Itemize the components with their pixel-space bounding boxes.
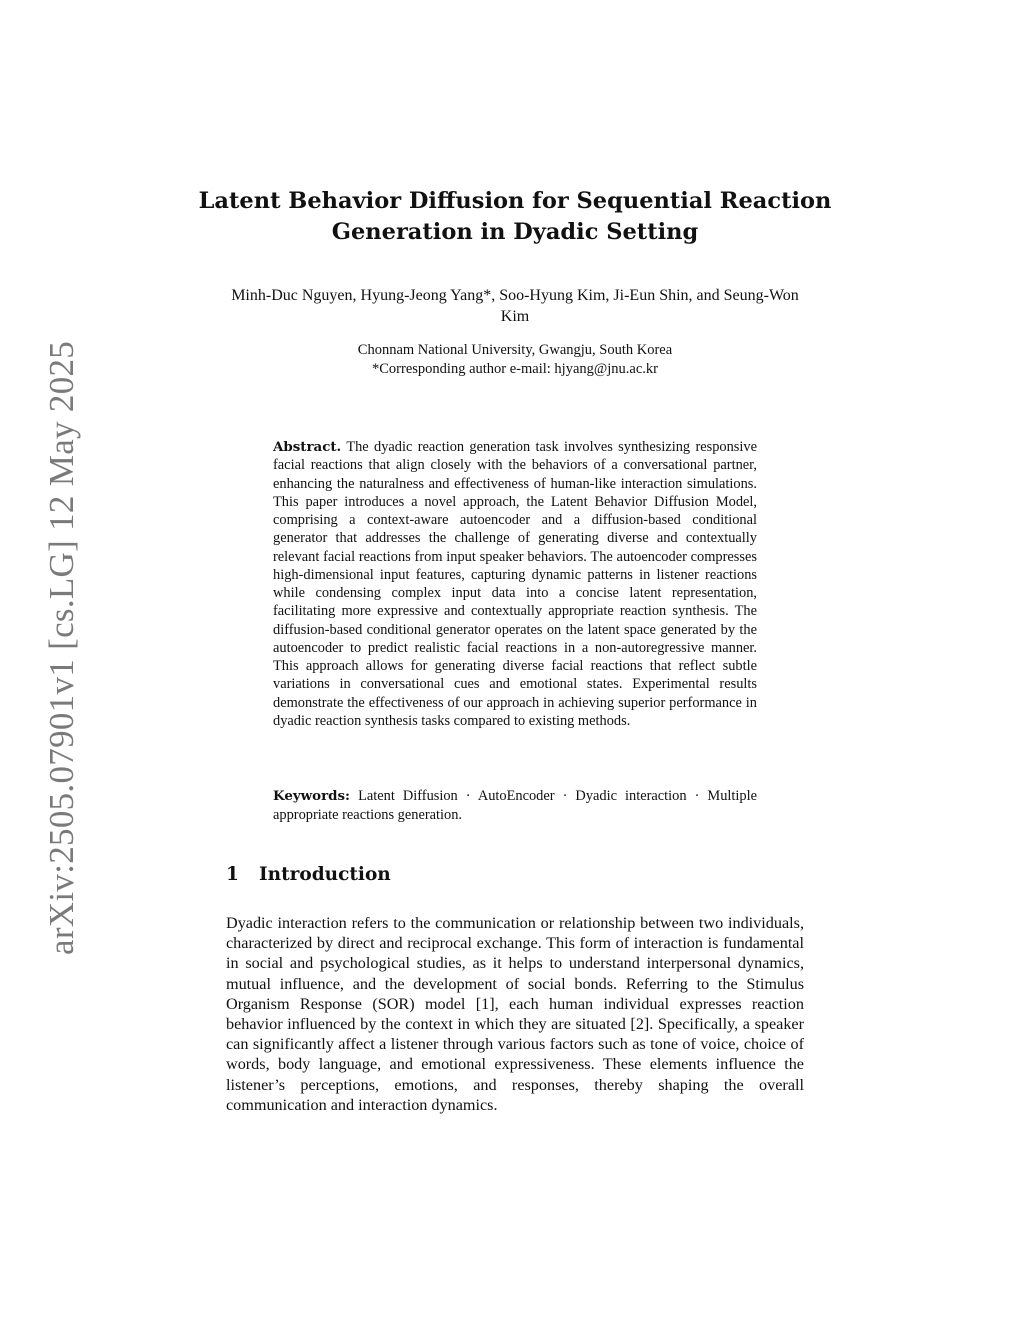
author-list: Minh-Duc Nguyen, Hyung-Jeong Yang*, Soo-Hyung Kim, Ji-Eun Shin, and Seung-Won Kim	[231, 287, 799, 325]
abstract	[273, 438, 757, 730]
arxiv-identifier-stamp[interactable]: arXiv:2505.07901v1 [cs.LG] 12 May 2025	[42, 340, 81, 955]
corresponding-author-email: *Corresponding author e-mail: hjyang@jnu.ac.kr	[372, 360, 658, 377]
section-number: 1	[226, 864, 239, 885]
introduction-paragraph: Dyadic interaction refers to the communication or relationship between two individuals, characterized by direct and reciprocal exchange. This form of interaction is fundamental in social and psychological studies, as it helps to understand interpersonal dynamics, mutual influence, and the development of social bonds. Referring to the Stimulus Organism Response (SOR) model [1], each human individual expresses reaction behavior influenced by the context in which they are situated [2]. Specifically, a speaker can significantly affect a listener through various factors such as tone of voice, choice of words, body language, and emotional expressiveness. These elements influence the listener’s perceptions, emotions, and responses, thereby shaping the overall communication and interaction dynamics.	[226, 914, 804, 1114]
keywords	[273, 787, 757, 825]
abstract-label: Abstract.	[273, 439, 342, 455]
section-title: Introduction	[259, 864, 391, 885]
section-heading	[226, 862, 391, 888]
paper-title: Latent Behavior Diffusion for Sequential Reaction Generation in Dyadic Setting	[198, 188, 832, 245]
abstract-text: The dyadic reaction generation task involves synthesizing responsive facial reactions that align closely with the behaviors of a conversational partner, enhancing the naturalness and effectiveness of human-like interaction simulations. This paper introduces a novel approach, the Latent Behavior Diffusion Model, comprising a context-aware autoencoder and a diffusion-based conditional generator that addresses the challenge of generating diverse and contextually relevant facial reactions from input speaker behaviors. The autoencoder compresses high-dimensional input features, capturing dynamic patterns in listener reactions while condensing complex input data into a concise latent representation, facilitating more expressive and contextually appropriate reaction synthesis. The diffusion-based conditional generator operates on the latent space generated by the autoencoder to predict realistic facial reactions in a non-autoregressive manner. This approach allows for generating diverse facial reactions that reflect subtle variations in conversational cues and emotional states. Experimental results demonstrate the effectiveness of our approach in achieving superior performance in dyadic reaction synthesis tasks compared to existing methods.	[273, 439, 757, 729]
keywords-text: Latent Diffusion · AutoEncoder · Dyadic interaction · Multiple appropriate reactions generation.	[273, 788, 757, 823]
affiliation-block	[280, 341, 750, 378]
affiliation: Chonnam National University, Gwangju, South Korea	[357, 342, 673, 358]
keywords-label: Keywords:	[273, 788, 351, 804]
